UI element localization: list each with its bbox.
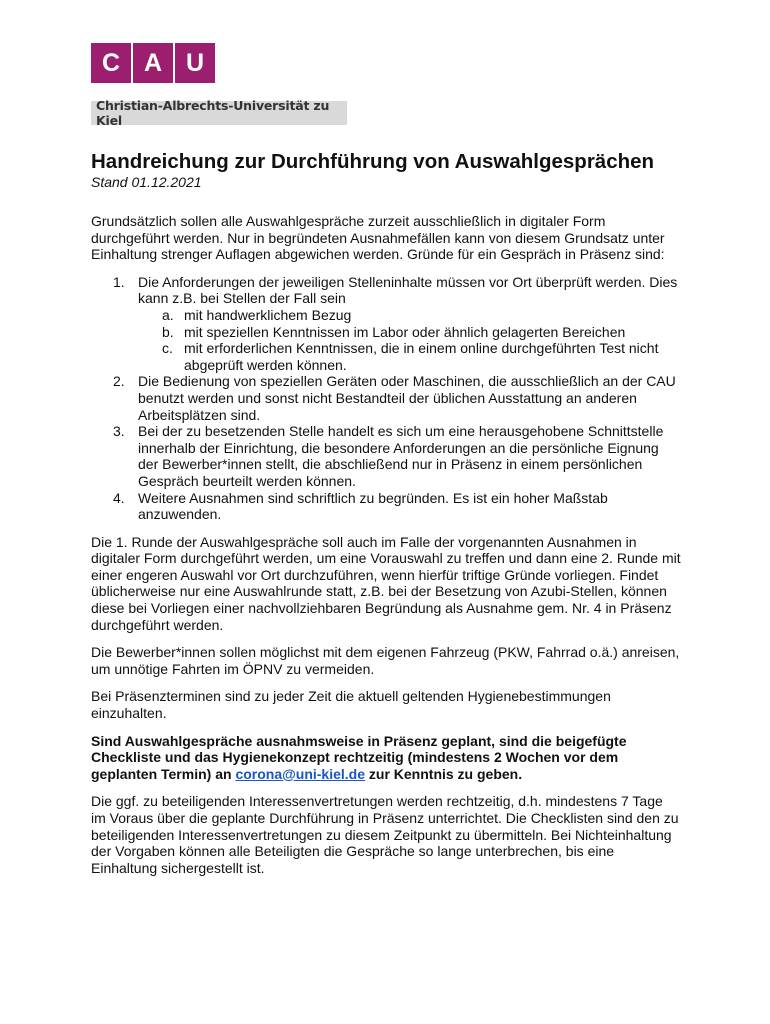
- logo-letter-c: C: [91, 43, 131, 83]
- email-link[interactable]: corona@uni-kiel.de: [235, 765, 365, 782]
- list-item: [91, 490, 681, 523]
- checklist-paragraph: [91, 733, 681, 783]
- sub-list-item: [138, 307, 681, 324]
- sub-list-item: [138, 324, 681, 341]
- sub-list-item-letter: c.: [162, 340, 173, 357]
- list-item-number: 1.: [113, 273, 125, 290]
- logo-letter-a: A: [133, 43, 173, 83]
- checklist-text-after: zur Kenntnis zu geben.: [365, 765, 523, 782]
- list-item: [91, 423, 681, 489]
- list-item: [91, 373, 681, 423]
- sub-list-item-text: mit erforderlichen Kenntnissen, die in einem online durchgeführten Test nicht abgeprüft werden können.: [184, 340, 659, 373]
- representation-paragraph: Die ggf. zu beteiligenden Interessenvertretungen werden rechtzeitig, d.h. mindestens 7 Tage im Voraus über die geplante Durchführung in Präsenz unterrichtet. Die Checklisten sind den zu beteiligenden Interessenvertretungen zu diesem Zeitpunkt zu übermitteln. Bei Nichteinhaltung der Vorgaben können alle Beteiligten die Gespräche so lange unterbrechen, bis eine Einhaltung sichergestellt ist.: [91, 793, 679, 876]
- logo-letter-u: U: [175, 43, 215, 83]
- cau-logo: [91, 43, 347, 128]
- logo-name-bar: [91, 98, 347, 128]
- university-name: Christian-Albrechts-Universität zu Kiel: [96, 98, 330, 128]
- list-item-number: 4.: [113, 489, 125, 506]
- checklist-text-before: Sind Auswahlgespräche ausnahmsweise in Präsenz geplant, sind die beigefügte Checkliste und das Hygienekonzept rechtzeitig (mindestens 2 Wochen vor dem geplanten Termin) an: [91, 732, 627, 782]
- list-item-text: Bei der zu besetzenden Stelle handelt es sich um eine herausgehobene Schnittstelle innerhalb der Einrichtung, die besondere Anforderungen an die persönliche Eignung der Bewerber*innen stellt, die abschließend nur in Präsenz in einem persönlichen Gespräch beurteilt werden können.: [138, 423, 664, 489]
- document-title: Handreichung zur Durchführung von Auswahlgesprächen: [91, 150, 655, 173]
- sub-list-item: [138, 340, 681, 373]
- list-item-text: Die Anforderungen der jeweiligen Stelleninhalte müssen vor Ort überprüft werden. Dies kann z.B. bei Stellen der Fall sein: [138, 273, 678, 307]
- document-body: [91, 150, 681, 887]
- vehicle-paragraph: Die Bewerber*innen sollen möglichst mit dem eigenen Fahrzeug (PKW, Fahrrad o.ä.) anreisen, um unnötige Fahrten im ÖPNV zu vermeiden.: [91, 644, 680, 677]
- rounds-paragraph: Die 1. Runde der Auswahlgespräche soll auch im Falle der vorgenannten Ausnahmen in digitaler Form durchgeführt werden, um eine Vorauswahl zu treffen und dann eine 2. Runde mit einer engeren Auswahl vor Ort durchzuführen, wenn hierfür triftige Gründe vorliegen. Findet üblicherweise nur eine Auswahlrunde statt, z.B. bei der Besetzung von Azubi-Stellen, können diese bei Vorliegen einer nachvollziehbaren Begründung als Ausnahme gem. Nr. 4 in Präsenz durchgeführt werden.: [91, 533, 681, 633]
- list-item: [91, 274, 681, 374]
- list-item-text: Weitere Ausnahmen sind schriftlich zu begründen. Es ist ein hoher Maßstab anzuwenden.: [138, 489, 608, 523]
- hygiene-paragraph: Bei Präsenzterminen sind zu jeder Zeit die aktuell geltenden Hygienebestimmungen einzuhalten.: [91, 688, 611, 722]
- logo-letters: [91, 43, 347, 83]
- sub-list-item-text: mit handwerklichem Bezug: [184, 306, 352, 323]
- list-item-number: 2.: [113, 373, 125, 390]
- list-item-text: Die Bedienung von speziellen Geräten oder Maschinen, die ausschließlich an der CAU benutzt werden und sonst nicht Bestandteil der üblichen Ausstattung an anderen Arbeitsplätzen sind.: [138, 373, 676, 423]
- sub-list: [138, 307, 681, 373]
- list-item-number: 3.: [113, 423, 125, 440]
- sub-list-item-letter: a.: [162, 306, 174, 323]
- document-date: Stand 01.12.2021: [91, 174, 202, 190]
- reasons-list: [91, 274, 681, 523]
- sub-list-item-letter: b.: [162, 323, 174, 340]
- sub-list-item-text: mit speziellen Kenntnissen im Labor oder ähnlich gelagerten Bereichen: [184, 323, 626, 340]
- intro-paragraph: Grundsätzlich sollen alle Auswahlgespräche zurzeit ausschließlich in digitaler Form durchgeführt werden. Nur in begründeten Ausnahmefällen kann von diesem Grundsatz unter Einhaltung strenger Auflagen abgewichen werden. Gründe für ein Gespräch in Präsenz sind:: [91, 213, 665, 263]
